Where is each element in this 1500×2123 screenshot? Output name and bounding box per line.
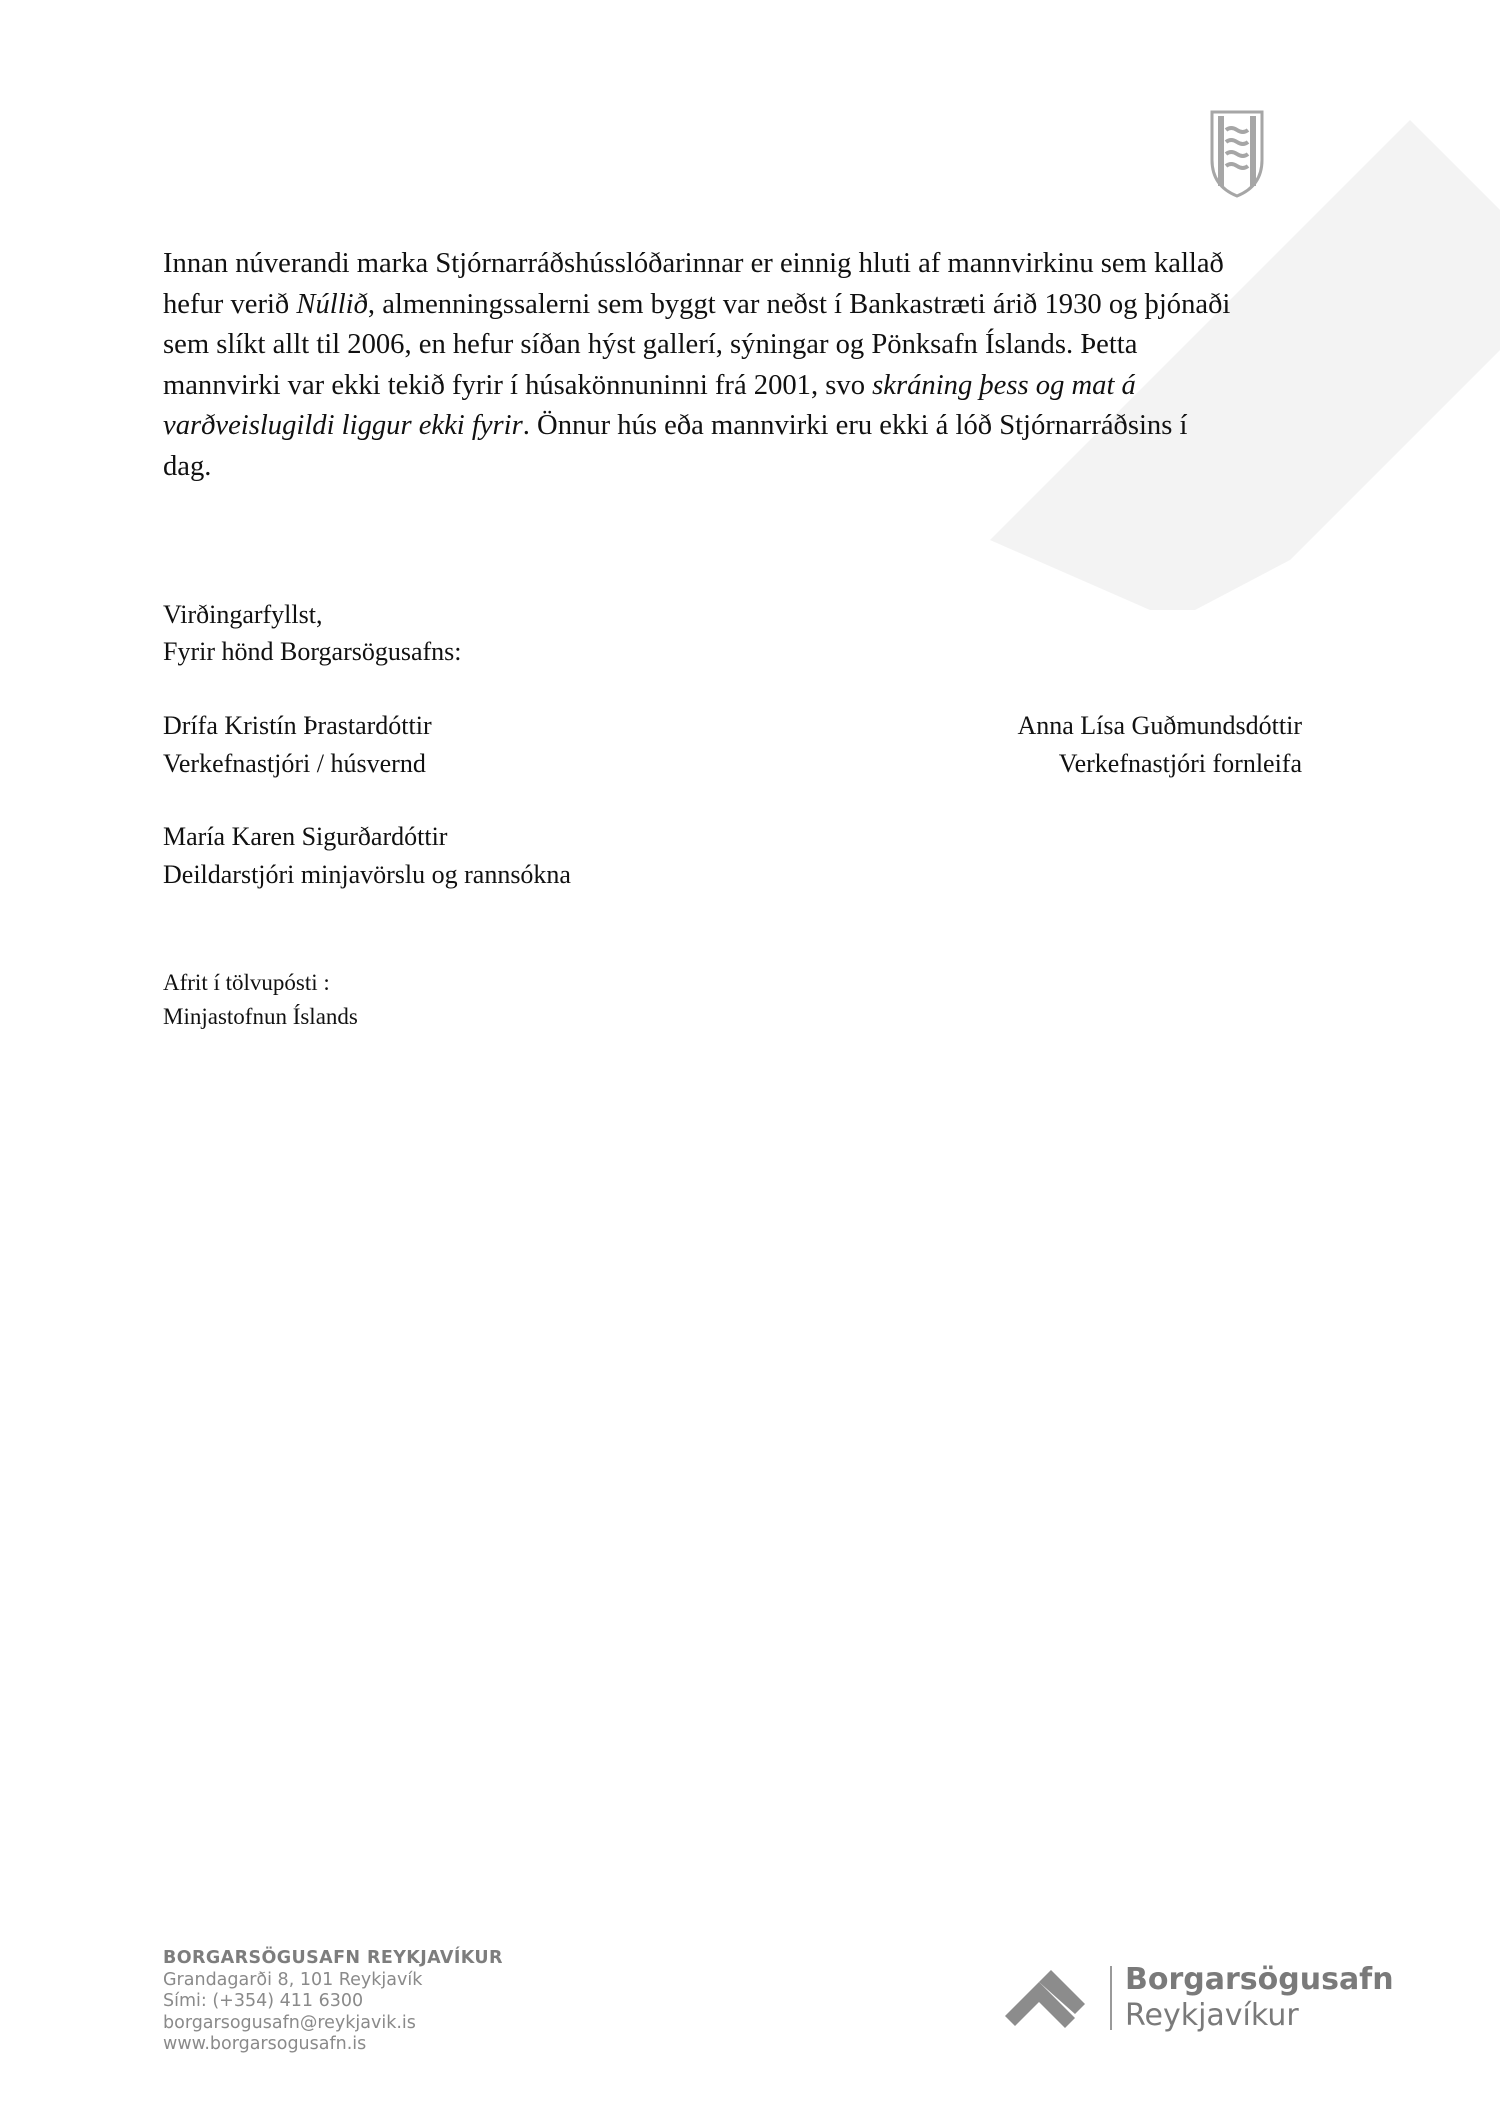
text-run: mannvirki var ekki tekið fyrir í húsakönnuninni frá 2001, svo [163, 369, 873, 401]
paragraph-line [163, 285, 1303, 326]
signatory-name: María Karen Sigurðardóttir [163, 822, 448, 851]
footer-address: Grandagarði 8, 101 Reykjavík [163, 1969, 423, 1990]
italic-text: skráning þess og mat á [872, 369, 1136, 401]
closing-greeting: Virðingarfyllst, [163, 600, 323, 629]
text-run: Innan núverandi marka Stjórnarráðshússlóðarinnar er einnig hluti af mannvirkinu sem kallað [163, 248, 1224, 279]
signatory-name: Anna Lísa Guðmundsdóttir [1017, 711, 1302, 740]
paragraph-line [163, 325, 1303, 366]
text-run: dag. [163, 450, 212, 482]
footer-logo [1005, 1962, 1394, 2038]
paragraph-line [163, 366, 1303, 407]
signatory-title: Verkefnastjóri fornleifa [1058, 748, 1302, 778]
signatory-title: Verkefnastjóri / húsvernd [163, 748, 426, 778]
italic-text: Núllið [296, 288, 368, 320]
paragraph-line [163, 406, 1303, 447]
reykjavik-coat-of-arms-icon [1208, 108, 1266, 198]
signatory-left-1 [163, 707, 432, 782]
italic-text: varðveislugildi liggur ekki fyrir [163, 410, 523, 441]
footer-email[interactable]: borgarsogusafn@reykjavik.is [163, 2012, 416, 2033]
cc-block [163, 966, 358, 1034]
text-run: hefur verið [163, 288, 297, 320]
text-run: sem slíkt allt til 2006, en hefur síðan hýst gallerí, sýningar og Pönksafn Íslands. Þetta [163, 329, 1138, 360]
footer-website[interactable]: www.borgarsogusafn.is [163, 2034, 367, 2054]
closing-on-behalf: Fyrir hönd Borgarsögusafns: [163, 637, 462, 666]
footer-phone: Sími: (+354) 411 6300 [163, 1991, 364, 2011]
paragraph-line [163, 447, 1303, 488]
footer-contact [163, 1948, 503, 2056]
letter-paragraph [163, 244, 1303, 487]
paragraph-line [163, 244, 1303, 285]
borgarsogusafn-logo-mark [1005, 1970, 1085, 2030]
signatory-right-1 [1017, 707, 1302, 782]
footer-org-name: BORGARSÖGUSAFN REYKJAVÍKUR [163, 1948, 503, 1968]
logo-line-1: Borgarsögusafn [1125, 1962, 1394, 1997]
signatory-name: Drífa Kristín Þrastardóttir [163, 711, 432, 740]
logo-line-2: Reykjavíkur [1125, 1998, 1299, 2033]
cc-label: Afrit í tölvupósti : [163, 970, 330, 995]
cc-recipient: Minjastofnun Íslands [163, 1004, 358, 1029]
logo-divider [1110, 1966, 1112, 2030]
signatory-left-2 [163, 818, 571, 893]
text-run: . Önnur hús eða mannvirki eru ekki á lóð Stjórnarráðsins í [522, 410, 1188, 441]
logo-wordmark [1125, 1962, 1394, 2034]
text-run: , almenningssalerni sem byggt var neðst í Bankastræti árið 1930 og þjónaði [367, 288, 1231, 320]
closing-block [163, 596, 462, 670]
signatory-title: Deildarstjóri minjavörslu og rannsókna [163, 859, 571, 889]
